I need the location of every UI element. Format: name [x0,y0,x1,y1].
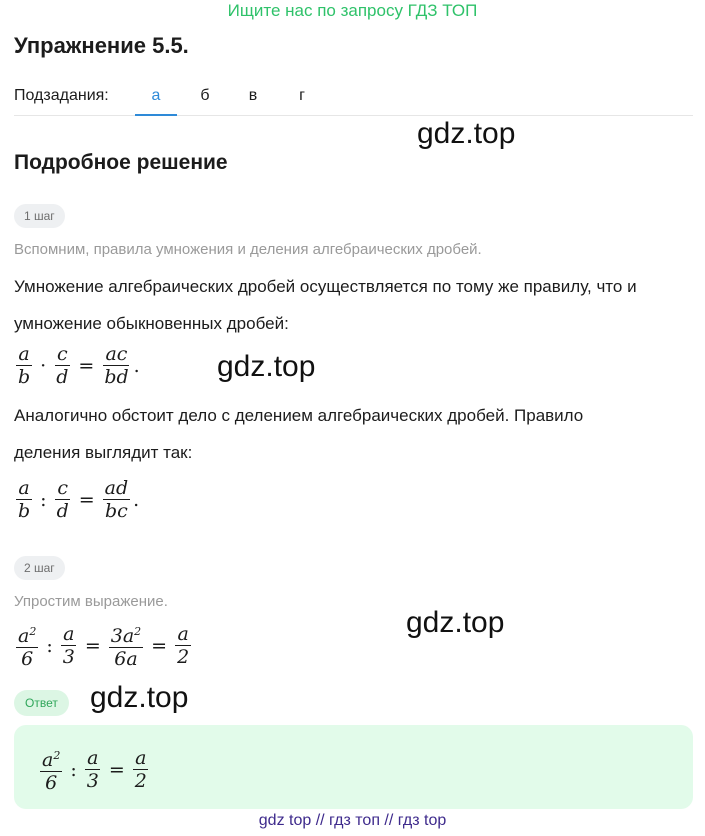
fraction-num: a [18,477,30,499]
fraction-num: a [87,747,99,769]
fraction-den: bc [105,500,128,522]
equals-sign: = [78,488,95,511]
fraction-den: b [18,500,31,522]
watermark: gdz.top [217,350,316,383]
fraction [103,477,131,522]
fraction-den: 3 [62,646,75,668]
fraction [61,623,77,668]
division-rule-formula [14,477,139,522]
fraction-den: d [56,366,69,388]
step-1-text2-line2: деления выглядит так: [14,443,193,462]
step-2-formula [14,621,193,670]
operator: : [70,758,77,781]
section-title: Подробное решение [14,151,228,174]
subtask-tab-a[interactable]: а [135,84,177,116]
fraction [16,477,32,522]
fraction-den: b [18,366,31,388]
fraction-num: a [18,343,30,365]
answer-badge: Ответ [14,690,69,716]
exponent: 2 [53,749,61,762]
equals-sign: = [108,758,125,781]
step-badge-1: 1 шаг [14,204,65,228]
step-1-hint: Вспомним, правила умножения и деления алгебраических дробей. [14,241,482,258]
footer-watermark: gdz top // гдз топ // гдз top [258,812,447,829]
fraction-num: c [57,477,68,499]
fraction [55,477,71,522]
page-title: Упражнение 5.5. [14,33,189,58]
fraction-num: ac [105,343,128,365]
fraction-den: 6a [114,648,138,670]
fraction-num: a [177,623,189,645]
fraction-num: $3a^2$ [109,621,143,648]
subtasks-label: Подзадания: [14,87,109,104]
fraction-den: 2 [177,646,190,668]
fraction [133,747,149,792]
fraction [85,747,101,792]
step-2-hint: Упростим выражение. [14,593,168,610]
fraction-num: ad [104,477,129,499]
fraction-den: 6 [21,648,34,670]
fraction [16,343,32,388]
fraction [102,343,130,388]
step-1-text-line1: Умножение алгебраических дробей осуществляется по тому же правилу, что и [14,277,637,296]
subtask-tab-g[interactable]: г [299,87,305,104]
operator: · [40,354,47,377]
fraction-den: bd [104,366,129,388]
operator: : [46,634,53,657]
equals-sign: = [84,634,101,657]
fraction-num: c [56,343,68,365]
fraction-num: $a^2$ [16,621,38,648]
multiplication-rule-formula [14,343,140,388]
fraction [16,621,38,670]
fraction-den: d [56,500,69,522]
period: . [133,488,140,511]
equals-sign: = [151,634,168,657]
search-banner: Ищите нас по запросу ГДЗ ТОП [227,1,478,20]
fraction [109,621,143,670]
fraction-num: a [135,747,147,769]
watermark: gdz.top [406,606,505,639]
step-badge-2: 2 шаг [14,556,65,580]
step-1-text-line2: умножение обыкновенных дробей: [14,314,289,333]
subtask-tab-v[interactable]: в [248,87,258,104]
watermark: gdz.top [90,681,189,714]
fraction-den: 6 [45,772,58,794]
answer-formula [38,745,151,794]
fraction [40,745,62,794]
fraction-den: 3 [86,770,99,792]
fraction-den: 2 [134,770,147,792]
watermark: gdz.top [417,117,516,150]
equals-sign: = [78,354,95,377]
exponent: 2 [134,625,142,638]
fraction-num: $a^2$ [40,745,62,772]
exponent: 2 [29,625,37,638]
operator: : [40,488,47,511]
period: . [133,354,140,377]
answer-box [14,725,693,809]
fraction-num: a [63,623,75,645]
fraction [54,343,70,388]
fraction [175,623,191,668]
step-1-text2-line1: Аналогично обстоит дело с делением алгебраических дробей. Правило [14,406,584,425]
subtask-tab-b[interactable]: б [200,87,210,104]
subtasks-bar [14,84,693,116]
